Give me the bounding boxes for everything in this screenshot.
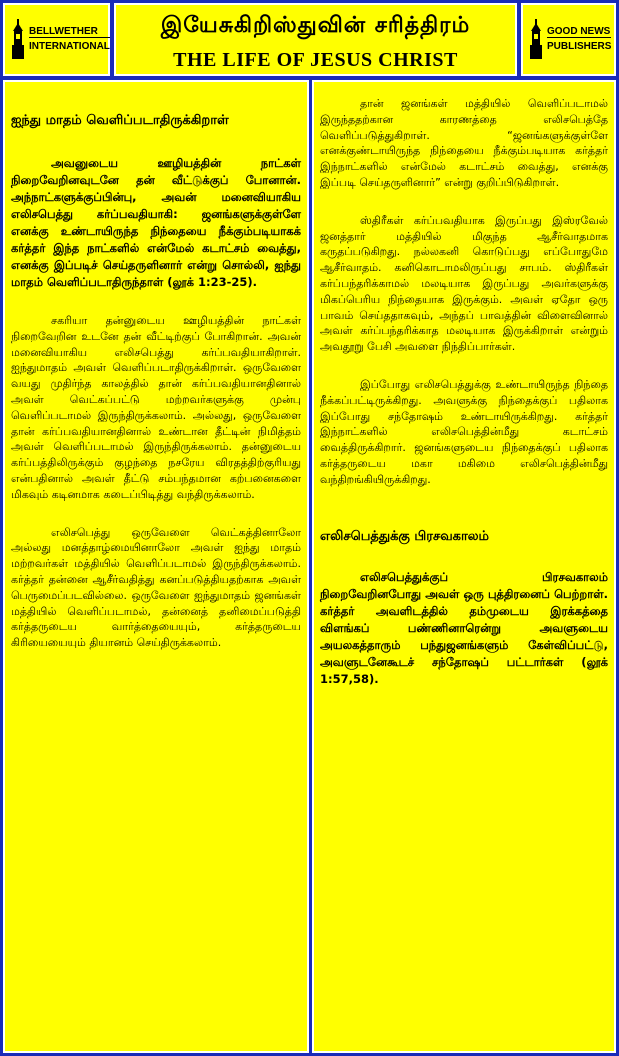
left-logo-box [3, 3, 110, 76]
title-english: THE LIFE OF JESUS CHRIST [173, 49, 458, 71]
right-logo-line1: GOOD NEWS [547, 26, 611, 37]
right-logo-line2: PUBLISHERS [547, 41, 612, 52]
bell-tower-icon [529, 19, 543, 59]
bellwether-logo [11, 19, 110, 59]
body-paragraph: எலிசபெத்து ஒருவேளை வெட்கத்தினாலோ அல்லது மனத்தாழ்மையினாலோ அவள் ஐந்து மாதம் மற்றவர்கள் மத்தியில் வெளிப்படாமல் இருந்திருக்கலாம். கர்த்தர் தன்னை ஆசீர்வதித்து கனப்படுத்தியதற்காக அவள் பெருமைப்படவில்லை. ஒருவேளை ஐந்துமாதம் ஜனங்கள் மத்தியில் வெளிப்படாமல், தன்னைத் தனிமைப்படுத்தி கர்த்தருடைய வார்த்தையையும், கர்த்தருடைய கிரியையையும் தியானம் செய்திருக்கலாம். [11, 525, 301, 650]
section-heading: எலிசபெத்துக்கு பிரசவகாலம் [320, 528, 490, 544]
body-paragraph: இப்போது எலிசபெத்துக்கு உண்டாயிருந்த நிந்தை நீக்கப்பட்டிருக்கிறது. அவளுக்கு நிந்தைக்குப் பதிலாக இப்போது சந்தோஷம் உண்டாயிருக்கிறது. கர்த்தர் இந்நாட்களில் எலிசபெத்தின்மீது கடாட்சம் வைத்திருக்கிறார். ஜனங்களுடைய நிந்தைக்குப் பதிலாக கர்த்தருடைய மகா மகிமை எலிசபெத்தின்மீது வந்திறங்கியிருக்கிறது. [320, 377, 608, 486]
good-news-logo [529, 19, 611, 59]
title-box [114, 3, 517, 76]
scripture-passage: அவனுடைய ஊழியத்தின் நாட்கள் நிறைவேறினவுடனே தன் வீட்டுக்குப் போனான். அந்நாட்களுக்குப்பின்பு, அவன் மனைவியாகிய எலிசபெத்து கர்ப்பவதியாகி: ஜனங்களுக்குள்ளே எனக்கு உண்டாயிருந்த நிந்தையை நீக்கும்படியாகக் கர்த்தர் இந்த நாட்களில் என்மேல் கடாட்சம் வைத்து, எனக்கு இப்படிச் செய்தருளினார் என்று சொல்லி, ஐந்து மாதம் வெளிப்படாதிருந்தாள் (லூக் 1:23-25). [11, 156, 301, 289]
body-paragraph: தான் ஜனங்கள் மத்தியில் வெளிப்படாமல் இருந்ததற்கான காரணத்தை எலிசபெத்தே வெளிப்படுத்துகிறாள். “ஜனங்களுக்குள்ளே எனக்குண்டாயிருந்த நிந்தையை நீக்கும்படியாக கர்த்தர் இந்நாட்களில் என்மேல் கடாட்சம் வைத்து, எனக்கு இப்படி செய்தருளினார்” என்று குறிப்பிடுகிறாள். [320, 97, 608, 189]
section-heading: ஐந்து மாதம் வெளிப்படாதிருக்கிறாள் [11, 113, 229, 128]
body-paragraph: சகரியா தன்னுடைய ஊழியத்தின் நாட்கள் நிறைவேறின உடனே தன் வீட்டிற்குப் போகிறான். அவன் மனைவியாகிய எலிசபெத்து கர்ப்பவதியாகிறாள். ஐந்துமாதம் அவள் வெளிப்படாதிருக்கிறாள். ஒருவேளை வயது முதிர்ந்த காலத்தில் தான் கர்ப்பவதியானதினால் அவள் வெட்கப்பட்டு மற்றவர்களுக்கு முன்பு வெளிப்படாமல் இருந்திருக்கலாம். அல்லது, ஒருவேளை தான் கர்ப்பவதியானதினால் உண்டான தீட்டின் நிமித்தம் அவள் வெளிப்படாமல் இருந்திருக்கலாம். தன்னுடைய கர்ப்பத்திலிருக்கும் குழந்தை நசரேய விரதத்திற்குரியது என்பதினால் அவள் தீட்டு சம்பந்தமான கற்பனைகளை மிகவும் கடினமாக கடைப்பிடித்து வந்திருக்கலாம். [11, 314, 301, 501]
right-column [312, 80, 616, 1053]
body-paragraph: ஸ்திரீகள் கர்ப்பவதியாக இருப்பது இஸ்ரவேல் ஜனத்தார் மத்தியில் மிகுந்த ஆசீர்வாதமாக கருதப்படுகிறது. நல்லகனி கொடுப்பது எப்போதுமே ஆசீர்வாதம். கனிகொடாமலிருப்பது சாபம். ஸ்திரீகள் கர்ப்பந்தரிக்காமல் மலடியாக இருப்பது அவர்களுக்கு மிகப்பெரிய நிந்தையாக இருக்கும். அவள் ஏதோ ஒரு பாவம் செய்ததாகவும், அந்தப் பாவத்தின் விளைவினால் அவள் கர்ப்பந்தரிக்காத மலடியாக இருக்கிறாள் என்றும் அவதூறு பேசி அவளை நிந்திப்பார்கள். [320, 213, 608, 354]
right-logo-box [521, 3, 616, 76]
left-logo-line2: INTERNATIONAL [29, 41, 110, 52]
scripture-passage: எலிசபெத்துக்குப் பிரசவகாலம் நிறைவேறினபோது அவள் ஒரு புத்திரனைப் பெற்றாள். கர்த்தர் அவளிடத்தில் தம்முடைய இரக்கத்தை விளங்கப் பண்ணினாரென்று அவளுடைய அயலகத்தாரும் பந்துஜனங்களும் கேள்விப்பட்டு, அவளுடனேகூடச் சந்தோஷப் பட்டார்கள் (லூக் 1:57,58). [320, 569, 608, 686]
title-tamil: இயேசுகிறிஸ்துவின் சரித்திரம் [160, 13, 471, 38]
left-column [3, 80, 309, 1053]
left-logo-line1: BELLWETHER [29, 26, 110, 38]
bell-tower-icon [11, 19, 25, 59]
